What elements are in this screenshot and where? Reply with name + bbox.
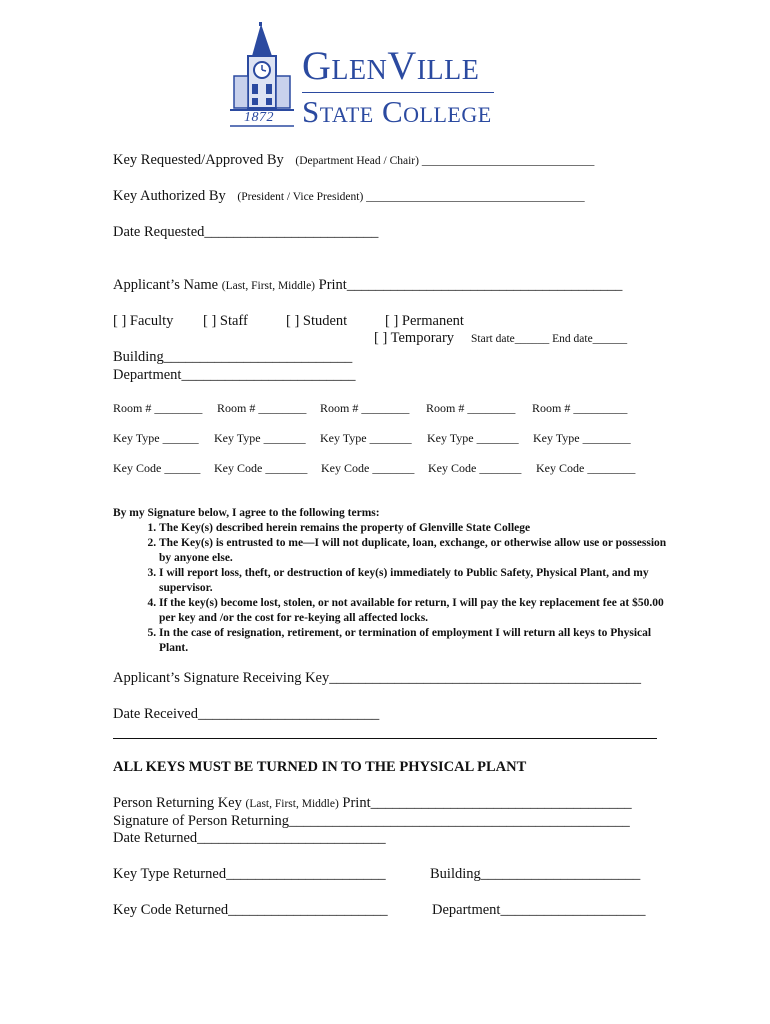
- applicant-name-field[interactable]: [113, 277, 622, 294]
- room-field[interactable]: Room # _________: [532, 401, 628, 415]
- key-authorized-sub: (President / Vice President) ______________________________________: [237, 191, 585, 203]
- key-type-field[interactable]: Key Type _______: [320, 431, 412, 445]
- key-requested-field[interactable]: [113, 152, 594, 169]
- key-code-field[interactable]: Key Code _______: [321, 461, 415, 475]
- permanent-checkbox[interactable]: [ ] Permanent: [385, 313, 464, 329]
- faculty-checkbox[interactable]: [ ] Faculty: [113, 313, 174, 329]
- college-logo: [228, 22, 498, 132]
- key-code-field[interactable]: Key Code ________: [536, 461, 636, 475]
- department-field[interactable]: Department________________________: [113, 367, 356, 383]
- staff-checkbox[interactable]: [ ] Staff: [203, 313, 248, 329]
- signature-returning-field[interactable]: Signature of Person Returning_______________________________________________: [113, 813, 630, 829]
- key-code-field[interactable]: Key Code _______: [428, 461, 522, 475]
- key-type-field[interactable]: Key Type ______: [113, 431, 199, 445]
- key-code-returned-field[interactable]: Key Code Returned______________________: [113, 902, 388, 918]
- terms-list: [113, 521, 673, 656]
- key-code-field[interactable]: Key Code ______: [113, 461, 201, 475]
- terms-item: 1. The Key(s) described herein remains the property of Glenville State College: [159, 521, 673, 536]
- key-type-field[interactable]: Key Type _______: [214, 431, 306, 445]
- start-end-date-field[interactable]: Start date______ End date______: [471, 333, 628, 345]
- applicant-sub: (Last, First, Middle): [221, 280, 316, 292]
- room-field[interactable]: Room # ________: [426, 401, 516, 415]
- section-divider: [113, 738, 657, 739]
- logo-line-2: State College: [302, 94, 492, 129]
- key-type-field[interactable]: Key Type _______: [427, 431, 519, 445]
- date-returned-field[interactable]: Date Returned__________________________: [113, 830, 386, 846]
- key-requested-sub: (Department Head / Chair) ______________________________: [295, 155, 595, 167]
- temporary-checkbox[interactable]: [ ] Temporary: [374, 330, 455, 346]
- room-field[interactable]: Room # ________: [113, 401, 203, 415]
- applicant-print: Print______________________________________: [318, 277, 623, 293]
- terms-item: 2. The Key(s) is entrusted to me—I will not duplicate, loan, exchange, or otherwise allow use or possession by anyone else.: [159, 536, 673, 566]
- building-field[interactable]: Building__________________________: [113, 349, 353, 365]
- student-checkbox[interactable]: [ ] Student: [286, 313, 348, 329]
- key-requested-label: Key Requested/Approved By: [113, 152, 284, 168]
- return-heading: ALL KEYS MUST BE TURNED IN TO THE PHYSICAL PLANT: [113, 759, 527, 775]
- applicant-signature-field[interactable]: Applicant’s Signature Receiving Key___________________________________________: [113, 670, 641, 686]
- return-department-field[interactable]: Department____________________: [432, 902, 646, 918]
- key-type-returned-field[interactable]: Key Type Returned______________________: [113, 866, 386, 882]
- person-returning-field[interactable]: [113, 795, 632, 812]
- terms-item: 5. In the case of resignation, retirement, or termination of employment I will return all keys to Physical Plant.: [159, 626, 673, 656]
- key-code-field[interactable]: Key Code _______: [214, 461, 308, 475]
- room-field[interactable]: Room # ________: [217, 401, 307, 415]
- terms-section: [113, 506, 673, 656]
- key-authorized-field[interactable]: [113, 188, 585, 205]
- room-field[interactable]: Room # ________: [320, 401, 410, 415]
- date-received-field[interactable]: Date Received_________________________: [113, 706, 380, 722]
- person-returning-sub: (Last, First, Middle): [245, 798, 339, 810]
- terms-item: 3. I will report loss, theft, or destruction of key(s) immediately to Public Safety, Physical Plant, and my supervisor.: [159, 566, 673, 596]
- logo-line-1: GlenVille: [302, 43, 480, 88]
- date-requested-field[interactable]: Date Requested________________________: [113, 224, 379, 240]
- person-returning-print: Print____________________________________: [342, 795, 632, 811]
- return-building-field[interactable]: Building______________________: [430, 866, 641, 882]
- applicant-label: Applicant’s Name: [113, 277, 219, 293]
- logo-year: 1872: [244, 110, 274, 125]
- key-authorized-label: Key Authorized By: [113, 188, 226, 204]
- terms-heading: By my Signature below, I agree to the following terms:: [113, 507, 380, 519]
- terms-item: 4. If the key(s) become lost, stolen, or not available for return, I will pay the key replacement fee at $50.00 per key and /or the cost for re-keying all affected locks.: [159, 596, 673, 626]
- key-type-field[interactable]: Key Type ________: [533, 431, 631, 445]
- person-returning-label: Person Returning Key: [113, 795, 242, 811]
